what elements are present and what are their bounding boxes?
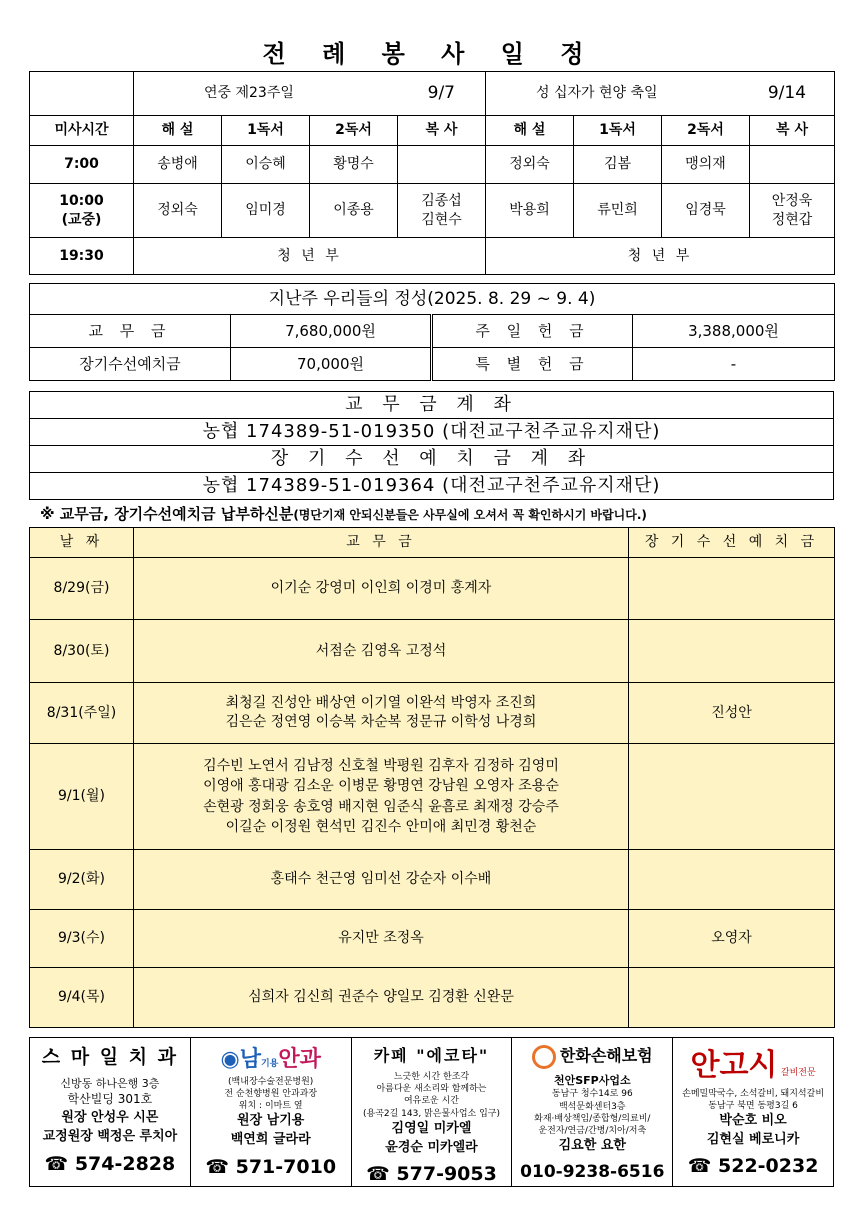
notice-main: ※ 교무금, 장기수선예치금 납부하신분: [40, 505, 294, 523]
schedule-cell: 황명수: [310, 146, 398, 184]
hanwha-logo-icon: [532, 1045, 556, 1069]
ad-name: 카페 "에코타": [373, 1046, 490, 1065]
role-header: 해 설: [486, 116, 574, 146]
schedule-cell: 안정욱 정현갑: [750, 184, 835, 238]
ad-line: 손메밀막국수, 소석갈비, 돼지석갈비: [682, 1088, 825, 1099]
donation-names: 최청길 진성안 배상연 이기열 이완석 박영자 조진희 김은순 정연영 이승복 차순복 정문규 이학성 나경희: [134, 683, 629, 744]
week1-header: [134, 72, 486, 116]
account-title: 장 기 수 선 예 치 금 계 좌: [30, 446, 834, 473]
donation-names: 김수빈 노연서 김남정 신호철 박평원 김후자 김정하 김영미 이영애 홍대광 김소운 이병문 황명연 강남원 오영자 조용순 손현광 정회웅 송호영 배지현 임준식 윤흠로 최재정 강승주 이길순 이정원 현석민 김진수 안미애 최민경 황천순: [134, 744, 629, 850]
offering-label: 특 별 헌 금: [432, 348, 633, 381]
donation-repair: 오영자: [629, 910, 835, 968]
ad-owner: 김현실 베로니카: [706, 1131, 800, 1147]
donation-names: 유지만 조정옥: [134, 910, 629, 968]
donations-header-repair: 장 기 수 선 예 치 금: [629, 528, 835, 558]
donation-date: 8/30(토): [30, 620, 134, 683]
ad-line: 동남구 청수14로 96: [551, 1089, 633, 1100]
schedule-cell: 송병애: [134, 146, 222, 184]
schedule-cell: 이승혜: [222, 146, 310, 184]
role-header: 1독서: [574, 116, 662, 146]
youth-group-cell: 청 년 부: [486, 238, 835, 275]
ad-restaurant: [673, 1038, 833, 1186]
role-header: 2독서: [662, 116, 750, 146]
ad-line: 전 순천향병원 안과과장: [224, 1089, 318, 1100]
mass-time: 19:30: [30, 238, 134, 275]
ad-phone: ☎ 574-2828: [44, 1152, 176, 1175]
ad-line: 느긋한 시간 한조각: [393, 1072, 470, 1083]
ad-eye-clinic: [191, 1038, 352, 1186]
offering-label: 교 무 금: [30, 315, 231, 348]
ad-line: 신방동 하나은행 3층: [60, 1076, 160, 1090]
role-header: 1독서: [222, 116, 310, 146]
offering-value: 7,680,000원: [231, 315, 432, 348]
account-title: 교 무 금 계 좌: [30, 392, 834, 419]
schedule-cell: 임경묵: [662, 184, 750, 238]
mass-time-header: 미사시간: [30, 116, 134, 146]
ad-line: 학산빌딩 301호: [67, 1092, 153, 1107]
ad-owner: 윤경순 미카엘라: [385, 1139, 478, 1155]
ad-brand-part: 기용: [260, 1059, 279, 1069]
ad-line: 여유로운 시간: [403, 1096, 459, 1107]
ad-brand-part: 남: [239, 1047, 261, 1072]
offerings-heading: 지난주 우리들의 정성(2025. 8. 29 ~ 9. 4): [30, 284, 835, 315]
account-number: 농협 174389-51-019364 (대전교구천주교유지재단): [30, 473, 834, 500]
schedule-cell: 정외숙: [134, 184, 222, 238]
donation-names: 이기순 강영미 이인희 이경미 홍계자: [134, 558, 629, 620]
sponsor-ads: [29, 1037, 834, 1187]
schedule-cell: 맹의재: [662, 146, 750, 184]
schedule-cell: 김봄: [574, 146, 662, 184]
ad-line: 위치 : 이마트 옆: [238, 1101, 303, 1112]
accounts-table: [29, 391, 834, 500]
youth-group-cell: 청 년 부: [134, 238, 486, 275]
ad-owner: 김영일 미카엘: [391, 1120, 472, 1136]
donation-date: 8/31(주일): [30, 683, 134, 744]
role-header: 해 설: [134, 116, 222, 146]
ad-line: (백내장수술전문병원): [228, 1076, 314, 1087]
donations-header-date: 날 짜: [30, 528, 134, 558]
mass-time: 10:00 (교중): [30, 184, 134, 238]
ad-owner: 백연희 글라라: [230, 1132, 311, 1148]
ad-insurance: [512, 1038, 673, 1186]
donation-date: 8/29(금): [30, 558, 134, 620]
ad-brand-part: 안과: [278, 1047, 321, 1072]
ad-name: 스 마 일 치 과: [41, 1046, 179, 1068]
donation-date: 9/4(목): [30, 968, 134, 1028]
schedule-cell: 이종용: [310, 184, 398, 238]
role-header: 복 사: [398, 116, 486, 146]
page-title: 전 례 봉 사 일 정: [262, 40, 598, 68]
donation-repair: 진성안: [629, 683, 835, 744]
week2-name: 성 십자가 현양 축일: [536, 85, 658, 102]
donation-names: 홍태수 천근영 임미선 강순자 이수배: [134, 850, 629, 910]
ad-line: 백석문화센터3층: [558, 1101, 626, 1112]
ad-line: 천안SFP사업소: [553, 1073, 631, 1087]
ad-line: 아름다운 새소리와 함께하는: [376, 1084, 487, 1095]
ad-brand-name: 안고시: [690, 1048, 778, 1083]
ad-dental: [30, 1038, 191, 1186]
ad-line: 동남구 북면 동평3길 6: [708, 1100, 798, 1111]
schedule-cell: 김종섭 김현수: [398, 184, 486, 238]
liturgy-schedule-table: [29, 71, 835, 275]
week1-name: 연중 제23주일: [204, 85, 294, 102]
offering-value: 70,000원: [231, 348, 432, 381]
ad-phone: ☎ 522-0232: [687, 1155, 819, 1178]
week1-date: 9/7: [427, 83, 455, 104]
ad-name: [512, 1044, 672, 1069]
donation-repair: [629, 850, 835, 910]
ad-owner: 김요한 요한: [558, 1138, 626, 1153]
donation-repair: [629, 744, 835, 850]
role-header: 2독서: [310, 116, 398, 146]
ad-brand: [673, 1044, 833, 1088]
donation-repair: [629, 620, 835, 683]
offering-value: -: [633, 348, 835, 381]
payment-notice: [40, 503, 647, 524]
donation-names: 심희자 김신희 권준수 양일모 김경환 신완문: [134, 968, 629, 1028]
offering-label: 주 일 헌 금: [432, 315, 633, 348]
eye-icon: ◉: [220, 1047, 240, 1072]
ad-name-text: 한화손해보험: [559, 1046, 653, 1065]
schedule-cell: [398, 146, 486, 184]
notice-sub: (명단기재 안되신분들은 사무실에 오셔서 꼭 확인하시기 바랍니다.): [293, 508, 647, 522]
donation-date: 9/3(수): [30, 910, 134, 968]
donations-table: [29, 527, 835, 1028]
account-number: 농협 174389-51-019350 (대전교구천주교유지재단): [30, 419, 834, 446]
ad-line: 운전자/연금/간병/치아/저축: [538, 1125, 647, 1136]
schedule-cell: 임미경: [222, 184, 310, 238]
ad-line: 화재·배상책임/종합형/의료비/: [534, 1113, 651, 1124]
schedule-cell: 류민희: [574, 184, 662, 238]
offering-label: 장기수선예치금: [30, 348, 231, 381]
schedule-cell: 박용희: [486, 184, 574, 238]
schedule-cell: 정외숙: [486, 146, 574, 184]
ad-phone: ☎ 577-9053: [366, 1163, 497, 1186]
role-header: 복 사: [750, 116, 835, 146]
ad-phone: ☎ 571-7010: [205, 1156, 337, 1178]
ad-cafe: [352, 1038, 513, 1186]
donation-names: 서점순 김영옥 고정석: [134, 620, 629, 683]
ad-phone: 010-9238-6516: [520, 1161, 665, 1182]
mass-time: 7:00: [30, 146, 134, 184]
ad-brand: [191, 1044, 351, 1076]
donation-date: 9/2(화): [30, 850, 134, 910]
ad-owner: 원장 남기용: [237, 1113, 305, 1129]
donation-date: 9/1(월): [30, 744, 134, 850]
ad-owner: 교정원장 백정은 루치아: [42, 1128, 178, 1144]
donations-header-names: 교 무 금: [134, 528, 629, 558]
donation-repair: [629, 558, 835, 620]
ad-line: (용곡2길 143, 맑은물사업소 입구): [362, 1108, 500, 1119]
schedule-cell: [750, 146, 835, 184]
offerings-table: [29, 283, 835, 381]
offering-value: 3,388,000원: [633, 315, 835, 348]
week2-date: 9/14: [767, 83, 807, 104]
ad-tagline: 갈비전문: [780, 1068, 816, 1078]
week2-header: [486, 72, 835, 116]
ad-owner: 박순호 비오: [719, 1112, 787, 1128]
donation-repair: [629, 968, 835, 1028]
empty-corner-cell: [30, 72, 134, 116]
ad-owner: 원장 안성우 시몬: [61, 1109, 159, 1125]
